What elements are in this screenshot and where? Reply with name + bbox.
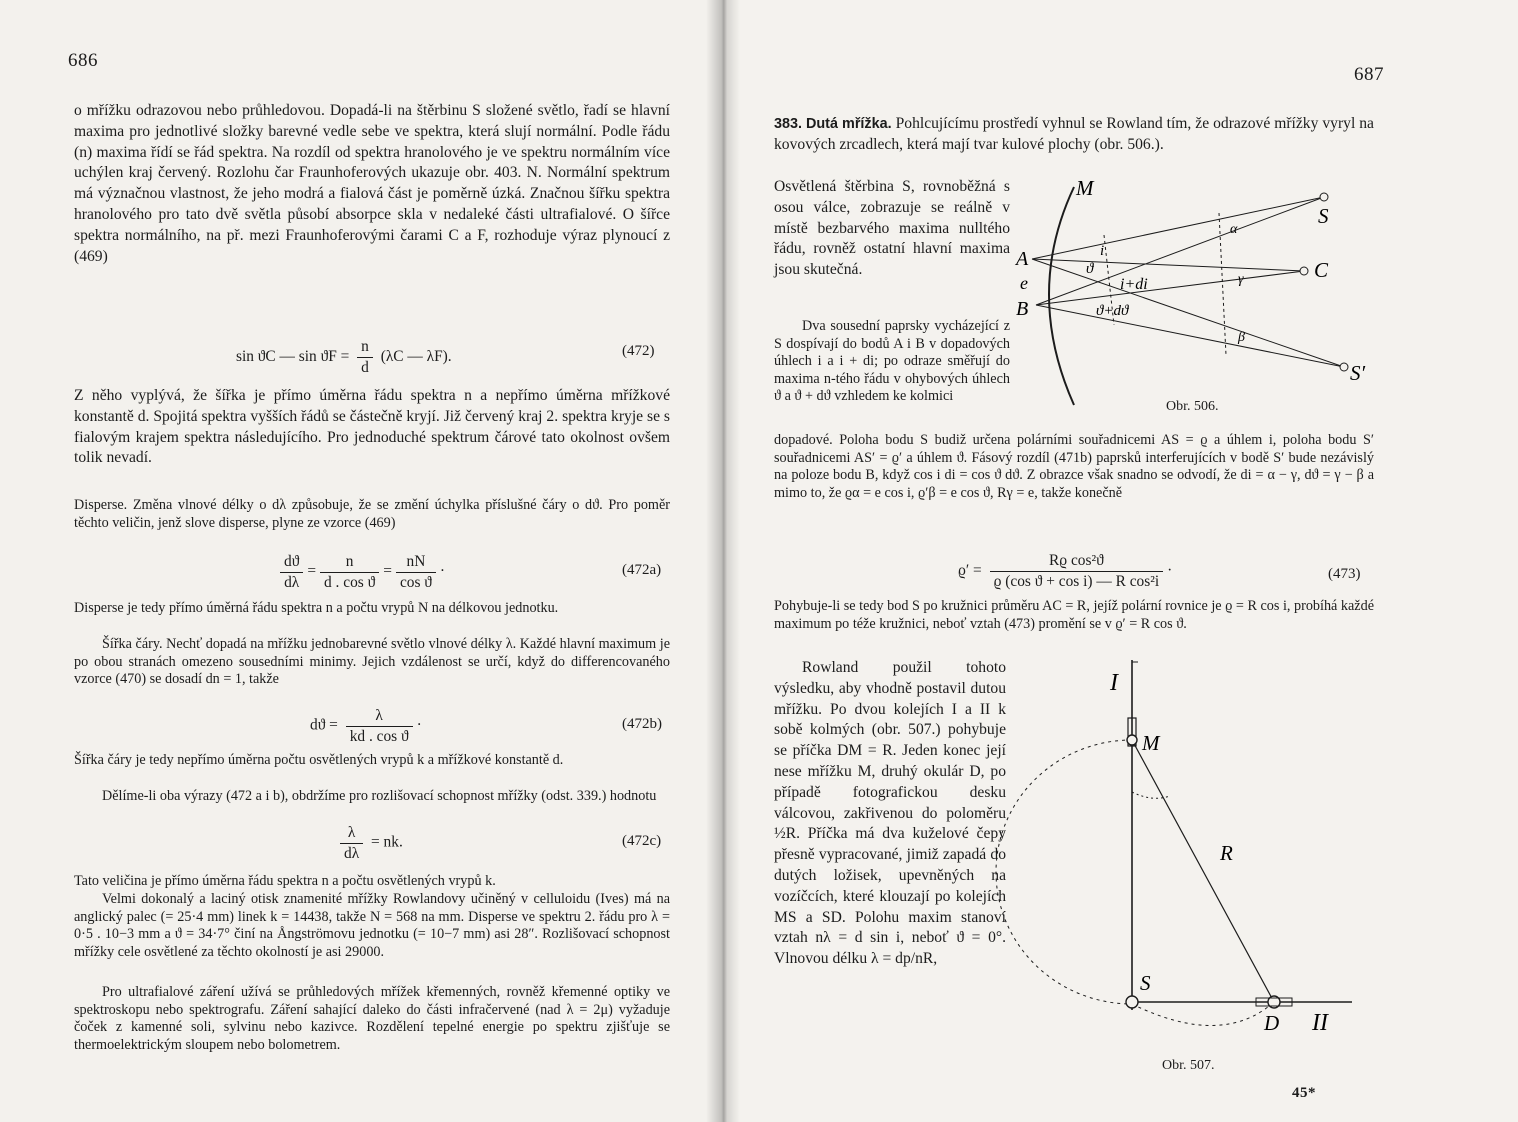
point-M — [1127, 735, 1137, 745]
left-para-9: Velmi dokonalý a laciný otisk znamenité mřížky Rowlandovy učiněný v celluloidu (Ives) má na anglický palec (= 25·4 mm) linek k = 14438, takže N = 568 na mm. Disperse ve spektru 2. řádu pro λ = 0·5 . 10−3 mm a ϑ = 34·7° činí na Ångströmovu jednotku (= 10−7 mm) asi 28″. Rozlišovací schopnost mřížky cele osvětlené za těchto okolností je asi 29000. — [74, 891, 670, 960]
left-para-4: Disperse je tedy přímo úměrná řádu spektra n a počtu vrypů N na délkovou jednotku. — [74, 600, 559, 616]
right-small-text-2: dopadové. Poloha bodu S budiž určena polárními souřadnicemi AS = ϱ a úhlem i, poloha bodu S′ souřadnicemi AS′ = ϱ′ a úhlem ϑ. Fásový rozdíl (471b) paprsků interferujících v bodě S′ bude nezávislý na poloze bodu B, když cos i di = cos ϑ dϑ. Z obrazce však snadno se odvodí, že di = α − γ, dϑ = γ − β a mimo to, že ϱα = e cos i, ϱ′β = e cos ϑ, Rγ = e, takže konečně — [774, 432, 1374, 501]
eq472b-den: kd . cos ϑ — [349, 727, 409, 745]
section-title: Dutá mřížka. — [805, 116, 892, 132]
right-wrap-text-2: Rowland použil tohoto výsledku, aby vhodně postavil dutou mřížku. Po dvou kolejích I a II k sobě kolmých (obr. 507.) pohybuje se příčka DM = R. Jeden konec její nese mřížku M, druhý okulár D, po případě fotografickou desku válcovou, zakřivenou do poloměru ½R. Příčka má dva kuželové čepy přesně vypracované, jimiž zapadá do dutých ložisek, upevněných na vozíčcích, které klouzají po kolejích MS a SD. Polohu maxim stanoví vztah nλ = d sin i, neboť ϑ = 0°. Vlnovou délku λ = dp/nR, — [774, 659, 1006, 968]
page-number-left: 686 — [68, 50, 98, 71]
eq472a-d1: dλ — [284, 573, 300, 591]
section-intro-text: Pohlcujícímu prostředí vyhnul se Rowland tím, že odrazové mřížky vyryl na kovových zrcadlech, která mají tvar kulové plochy (obr. 506.). — [774, 115, 1374, 153]
eq472a-n1: dϑ — [280, 553, 303, 573]
eq472-num: n — [357, 338, 373, 358]
left-para-8: Tato veličina je přímo úměrna řádu spektra n a počtu osvětlených vrypů k. — [74, 873, 496, 889]
equation-472a: $\frac{dϑ}{d\lambda}$ = $\frac{n}{\text{d . cos ϑ}}$ = $\frac{nN}{\text{cos ϑ}}$ · — [276, 553, 445, 591]
label-C: C — [1314, 258, 1329, 282]
label-theta-dtheta: ϑ+dϑ — [1096, 303, 1129, 319]
left-para-5: Šířka čáry. Nechť dopadá na mřížku jednobarevné světlo vlnové délky λ. Každé hlavní maximum je po obou stranách omezeno sousedními minimy. Jejich vzdálenost se určí, když do differencovaného vzorce (470) se dosadí dn = 1, takže — [74, 636, 670, 688]
eq472b-lhs: dϑ = — [310, 716, 338, 734]
label-M-507: M — [1142, 731, 1160, 755]
label-i: i — [1100, 243, 1105, 259]
left-para-2: Z něho vyplývá, že šířka je přímo úměrna řádu spektra n a nepřímo úměrna mřížkové konstantě d. Spojitá spektra vyšších řádů se částečně kryjí. Již červený kraj 2. spektra kryje se s fialovým krajem spektra následujícího. Pro jednoduché spektrum čárové tato okolnost ovšem tolik nevadí. — [74, 387, 670, 467]
figure-506-caption: Obr. 506. — [1166, 399, 1219, 414]
eq472c-num: λ — [340, 824, 363, 844]
ray-b-s2 — [1036, 305, 1344, 367]
ray-a-c — [1032, 259, 1304, 271]
label-e: e — [1020, 273, 1028, 293]
right-page — [722, 0, 1518, 1122]
eq473-num: Rϱ cos²ϑ — [990, 552, 1164, 572]
eq472c-rhs: = nk. — [371, 833, 403, 851]
right-small-text-3: Pohybuje-li se tedy bod S po kružnici průměru AC = R, jejíž polární rovnice je ϱ = R cos i, probíhá každé maximum po téže kružnici, neboť vztah (473) promění se v ϱ′ = R cos ϑ. — [774, 598, 1374, 632]
eq472a-n3: nN — [396, 553, 436, 573]
left-para-7: Dělíme-li oba výrazy (472 a i b), obdržíme pro rozlišovací schopnost mřížky (odst. 339.) hodnotu — [102, 788, 657, 804]
point-s-prime — [1340, 363, 1348, 371]
figure-506 — [1014, 175, 1374, 415]
section-383-intro — [774, 114, 1374, 156]
left-para-1: o mřížku odrazovou nebo průhledovou. Dopadá-li na štěrbinu S složené světlo, řadí se hlavní maxima pro jednotlivé složky barevné vedle sebe ve spektra, která slují normální. Podle řádu (n) maxima řídí se řád spektra. Na rozdíl od spektra hranolového je ve spektru normálním více uchýlen kraj červený. Rozlohu čar Fraunhoferových ukazuje obr. 403. N. Normální spektrum má význačnou vlastnost, že jeho modrá a fialová část je poměrně úzká. Značnou šířku spektra hranolového pro tato dvě světla působí absorpce skla v nedaleké části ultrafialové. O šířce spektra normálního, na př. mezi Fraunhoferovými čarami C a F, rozhoduje výraz plynoucí z (469) — [74, 102, 670, 265]
label-A: A — [1016, 248, 1029, 270]
eq472-number: (472) — [622, 343, 655, 359]
mirror-arc — [1049, 187, 1074, 405]
point-s — [1320, 193, 1328, 201]
equation-472 — [236, 338, 452, 377]
eq472b-number: (472b) — [622, 716, 662, 732]
label-B: B — [1016, 298, 1029, 320]
label-S-prime: S′ — [1350, 361, 1366, 385]
circle-left — [996, 740, 1132, 1004]
eq472c-den: dλ — [344, 844, 360, 862]
label-II: II — [1312, 1010, 1328, 1036]
bar-DM — [1132, 740, 1274, 1002]
eq472-den: d — [361, 359, 369, 376]
right-wrap-text-1: Osvětlená štěrbina S, rovnoběžná s osou válce, zobrazuje se reálně v místě bezbarvého maxima nulltého řádu, rovněž ostatní hlavní maxima jsou skutečná. — [774, 178, 1010, 279]
equation-473: ϱ′ = $\frac{\text{Rϱ cos²ϑ}}{\text{ϱ (cos ϑ + cos i) — R cos²i}}$ · — [958, 552, 1173, 590]
left-para-3: Disperse. Změna vlnové délky o dλ způsobuje, že se změní úchylka příslušné čáry o dϑ. Pro poměr těchto veličin, jenž slove disperse, plyne ze vzorce (469) — [74, 497, 670, 531]
label-beta: β — [1238, 330, 1245, 345]
left-para-6: Šířka čáry je tedy nepřímo úměrna počtu osvětlených vrypů k a mřížkové konstantě d. — [74, 752, 564, 768]
label-D: D — [1264, 1011, 1280, 1035]
eq472b-num: λ — [346, 707, 413, 727]
label-R: R — [1220, 841, 1233, 865]
equation-472c — [336, 824, 403, 862]
figure-507 — [1022, 660, 1362, 1080]
ray-a-s — [1032, 197, 1324, 259]
eq472a-d3: cos ϑ — [399, 573, 432, 591]
figure-507-caption: Obr. 507. — [1162, 1058, 1215, 1073]
left-page — [0, 0, 722, 1122]
label-alpha: α — [1230, 222, 1238, 237]
label-S: S — [1318, 204, 1329, 228]
signature-mark: 45* — [1292, 1085, 1316, 1101]
ray-b-s — [1036, 197, 1324, 305]
point-c — [1300, 267, 1308, 275]
label-M: M — [1076, 176, 1094, 200]
book-gutter — [706, 0, 740, 1122]
eq472a-d2: d . cos ϑ — [324, 573, 376, 591]
label-S-507: S — [1140, 971, 1151, 995]
label-I: I — [1110, 670, 1118, 696]
eq472-lhs: sin ϑC — sin ϑF = — [236, 348, 350, 366]
label-gamma: γ — [1238, 272, 1244, 287]
left-para-10: Pro ultrafialové záření užívá se průhledových mřížek křemenných, rovněž křemenné optiky ve spektroskopu nebo spektrografu. Záření sahající daleko do části infračervené (nad λ = 2μ) vyžaduje čoček z kamenné soli, sylvinu nebo kazivce. Rozdělení tepelné energie po spektru zjišťuje se thermoelektrickým sloupem nebo bolometrem. — [74, 984, 670, 1053]
eq473-lhs: ϱ′ = — [958, 562, 982, 580]
eq473-den: ϱ (cos ϑ + cos i) — R cos²i — [993, 573, 1160, 590]
page-number-right: 687 — [1354, 64, 1384, 85]
angle-arc — [1132, 792, 1170, 798]
eq472a-n2: n — [320, 553, 379, 573]
ray-b-c — [1036, 271, 1304, 305]
circle-bottom — [1132, 1002, 1274, 1026]
section-number: 383. — [774, 116, 803, 132]
eq472c-number: (472c) — [622, 833, 662, 849]
ray-a-s2 — [1032, 259, 1344, 367]
label-theta: ϑ — [1086, 261, 1094, 277]
eq472a-number: (472a) — [622, 562, 662, 578]
eq473-number: (473) — [1328, 566, 1361, 582]
point-S — [1126, 996, 1138, 1008]
eq472-rhs: (λC — λF). — [380, 348, 452, 366]
label-i-di: i+di — [1120, 276, 1148, 293]
equation-472b: dϑ = $\frac{\lambda}{\text{kd . cos ϑ}}$ · — [310, 707, 422, 745]
right-small-text-1: Dva sousední paprsky vycházející z S dospívají do bodů A i B v dopadových úhlech i a i + di; po odraze směřují do maxima n-tého řádu v ohybových úhlech ϑ a ϑ + dϑ vzhledem ke kolmici — [774, 318, 1010, 405]
